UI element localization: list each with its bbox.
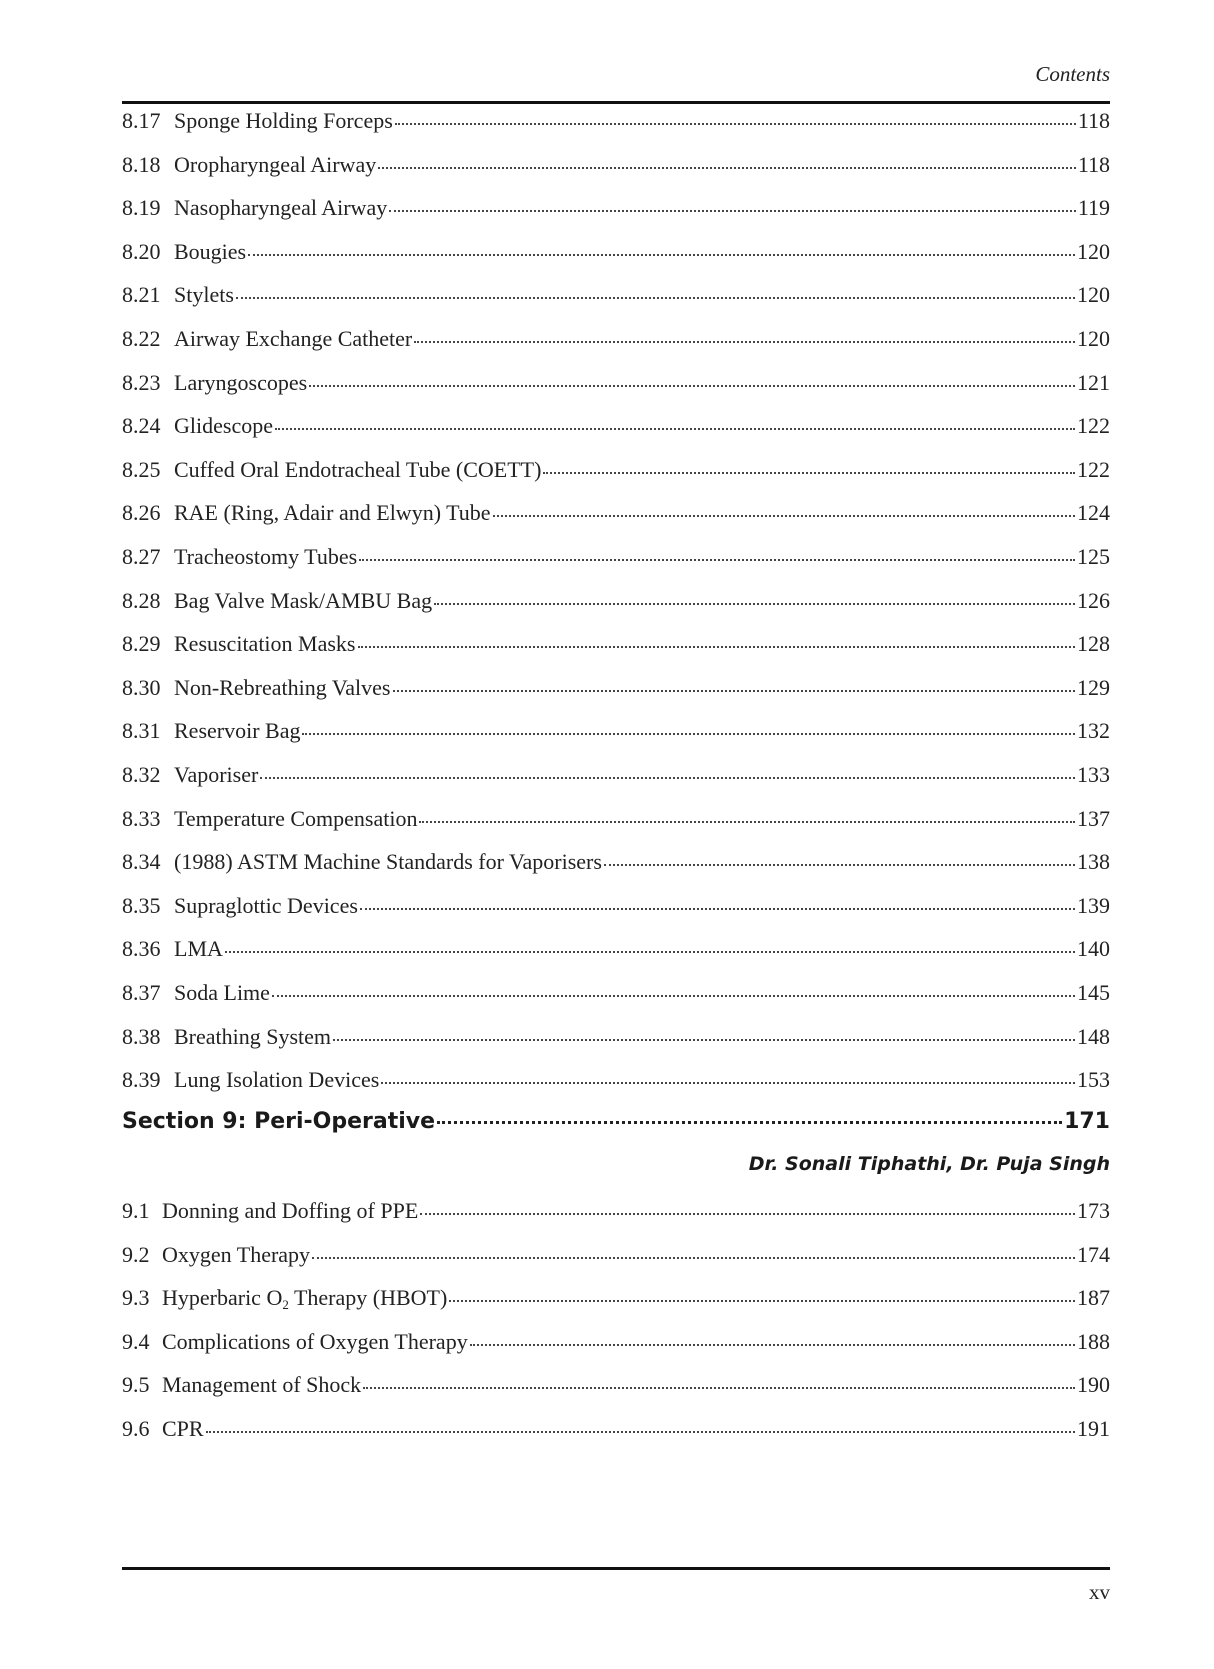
entry-title-part: Hyperbaric O xyxy=(162,1285,283,1311)
page-number: xv xyxy=(1089,1580,1110,1604)
entry-page: 139 xyxy=(1077,892,1110,918)
footer-rule xyxy=(122,1567,1110,1570)
entry-page: 126 xyxy=(1077,587,1110,613)
dot-leader xyxy=(414,340,1075,343)
entry-number: 9.4 xyxy=(122,1328,150,1354)
dot-leader xyxy=(260,776,1075,779)
entry-title: Reservoir Bag xyxy=(174,718,301,744)
entry-number: 8.19 xyxy=(122,195,161,221)
dot-leader xyxy=(420,1212,1075,1215)
entry-number: 8.29 xyxy=(122,631,161,657)
dot-leader xyxy=(302,732,1075,735)
entry-number: 9.3 xyxy=(122,1285,150,1311)
section-heading xyxy=(122,1109,1110,1145)
entry-page: 124 xyxy=(1077,500,1110,526)
toc-entry xyxy=(122,1416,1110,1450)
entry-title: (1988) ASTM Machine Standards for Vaporisers xyxy=(174,849,602,875)
entry-number: 8.23 xyxy=(122,369,161,395)
toc-entry xyxy=(122,675,1110,709)
entry-number: 8.35 xyxy=(122,892,161,918)
toc-entry xyxy=(122,980,1110,1014)
dot-leader xyxy=(236,296,1075,299)
dot-leader xyxy=(434,602,1075,605)
entry-number: 9.2 xyxy=(122,1241,150,1267)
dot-leader xyxy=(393,689,1076,692)
entry-page: 120 xyxy=(1077,282,1110,308)
entry-number: 8.18 xyxy=(122,151,161,177)
entry-page: 153 xyxy=(1077,1067,1110,1093)
dot-leader xyxy=(419,820,1075,823)
section-page: 171 xyxy=(1064,1109,1110,1134)
entry-page: 122 xyxy=(1077,413,1110,439)
entry-number: 8.20 xyxy=(122,238,161,264)
entry-page: 187 xyxy=(1077,1285,1110,1311)
entry-page: 140 xyxy=(1077,936,1110,962)
dot-leader xyxy=(359,558,1075,561)
entry-title: Glidescope xyxy=(174,413,273,439)
entry-number: 8.22 xyxy=(122,326,161,351)
entry-page: 145 xyxy=(1077,980,1110,1005)
dot-leader xyxy=(437,1120,1062,1124)
entry-title: Cuffed Oral Endotracheal Tube (COETT) xyxy=(174,456,542,482)
entry-title: Oxygen Therapy xyxy=(162,1241,311,1267)
dot-leader xyxy=(206,1430,1075,1433)
entry-page: 129 xyxy=(1077,674,1110,700)
dot-leader xyxy=(275,427,1075,430)
toc-entry xyxy=(122,588,1110,622)
entry-title: RAE (Ring, Adair and Elwyn) Tube xyxy=(174,500,491,526)
toc-entry xyxy=(122,1242,1110,1276)
section-authors: Dr. Sonali Tiphathi, Dr. Puja Singh xyxy=(748,1153,1110,1175)
dot-leader xyxy=(363,1386,1075,1389)
entry-number: 9.5 xyxy=(122,1372,150,1398)
entry-page: 174 xyxy=(1077,1241,1110,1267)
toc-entry xyxy=(122,893,1110,927)
dot-leader xyxy=(470,1343,1075,1346)
entry-title: Breathing System xyxy=(174,1023,332,1049)
entry-number: 8.24 xyxy=(122,413,161,439)
entry-page: 138 xyxy=(1077,849,1110,875)
toc-entry xyxy=(122,239,1110,273)
entry-page: 118 xyxy=(1077,108,1110,133)
entry-number: 8.26 xyxy=(122,500,161,526)
toc-entry xyxy=(122,457,1110,491)
entry-title-part: Therapy (HBOT) xyxy=(288,1285,448,1311)
entry-title: Vaporiser xyxy=(174,762,259,787)
toc-entry xyxy=(122,1285,1110,1319)
entry-page: 122 xyxy=(1077,456,1110,482)
dot-leader xyxy=(543,471,1075,474)
toc-entry xyxy=(122,1329,1110,1363)
dot-leader xyxy=(309,384,1075,387)
dot-leader xyxy=(395,122,1076,125)
toc-entry xyxy=(122,500,1110,534)
entry-number: 8.32 xyxy=(122,762,161,787)
header-rule xyxy=(122,101,1110,104)
toc-entry xyxy=(122,195,1110,229)
toc-entry xyxy=(122,152,1110,186)
entry-number: 8.21 xyxy=(122,282,161,308)
entry-number: 8.36 xyxy=(122,936,161,962)
toc-entry xyxy=(122,282,1110,316)
entry-number: 8.33 xyxy=(122,805,161,831)
entry-title: Temperature Compensation xyxy=(174,805,418,831)
entry-page: 191 xyxy=(1077,1416,1110,1441)
entry-page: 128 xyxy=(1077,631,1110,657)
entry-title: CPR xyxy=(162,1416,204,1441)
entry-page: 132 xyxy=(1077,718,1110,744)
dot-leader xyxy=(312,1256,1075,1259)
dot-leader xyxy=(333,1038,1075,1041)
toc-entry xyxy=(122,849,1110,883)
entry-page: 120 xyxy=(1077,326,1110,351)
dot-leader xyxy=(378,166,1076,169)
entry-number: 8.31 xyxy=(122,718,161,744)
entry-page: 173 xyxy=(1077,1198,1110,1223)
entry-title: Resuscitation Masks xyxy=(174,631,356,657)
toc-entry xyxy=(122,326,1110,360)
dot-leader xyxy=(360,907,1075,910)
entry-title: Donning and Doffing of PPE xyxy=(162,1198,419,1223)
toc-entry xyxy=(122,806,1110,840)
toc-entry xyxy=(122,1024,1110,1058)
entry-title: Complications of Oxygen Therapy xyxy=(162,1328,468,1354)
entry-title: Non-Rebreathing Valves xyxy=(174,674,391,700)
entry-title: Airway Exchange Catheter xyxy=(174,326,413,351)
toc-entry xyxy=(122,631,1110,665)
entry-page: 120 xyxy=(1077,238,1110,264)
entry-title: Nasopharyngeal Airway xyxy=(174,195,388,221)
entry-title: Supraglottic Devices xyxy=(174,892,358,918)
running-head: Contents xyxy=(1035,62,1110,86)
dot-leader xyxy=(493,514,1075,517)
entry-page: 125 xyxy=(1077,544,1110,569)
entry-number: 8.37 xyxy=(122,980,161,1005)
entry-title: Lung Isolation Devices xyxy=(174,1067,380,1093)
entry-number: 8.30 xyxy=(122,674,161,700)
entry-page: 133 xyxy=(1077,762,1110,787)
entry-number: 8.34 xyxy=(122,849,161,875)
entry-title: Management of Shock xyxy=(162,1372,362,1398)
dot-leader xyxy=(381,1081,1075,1084)
entry-number: 9.6 xyxy=(122,1416,150,1441)
toc-entry xyxy=(122,544,1110,578)
entry-number: 8.17 xyxy=(122,108,161,133)
dot-leader xyxy=(358,645,1076,648)
entry-number: 8.27 xyxy=(122,544,161,569)
entry-number: 8.25 xyxy=(122,456,161,482)
entry-title: Bag Valve Mask/AMBU Bag xyxy=(174,587,433,613)
toc-entry xyxy=(122,936,1110,970)
entry-title: Oropharyngeal Airway xyxy=(174,151,377,177)
entry-title xyxy=(162,1285,447,1311)
toc-entry xyxy=(122,1198,1110,1232)
toc-entry xyxy=(122,413,1110,447)
entry-page: 137 xyxy=(1077,805,1110,831)
entry-page: 119 xyxy=(1077,195,1110,221)
entry-page: 121 xyxy=(1077,369,1110,395)
entry-title: Sponge Holding Forceps xyxy=(174,108,393,133)
section-title: Section 9: Peri-Operative xyxy=(122,1109,436,1134)
entry-number: 8.39 xyxy=(122,1067,161,1093)
entry-title: LMA xyxy=(174,936,223,962)
entry-title: Tracheostomy Tubes xyxy=(174,544,358,569)
entry-page: 188 xyxy=(1077,1328,1110,1354)
entry-number: 8.28 xyxy=(122,587,161,613)
dot-leader xyxy=(604,863,1075,866)
toc-entry xyxy=(122,1372,1110,1406)
dot-leader xyxy=(389,209,1076,212)
toc-entry xyxy=(122,1067,1110,1101)
dot-leader xyxy=(225,950,1075,953)
entry-title: Soda Lime xyxy=(174,980,270,1005)
entry-number: 8.38 xyxy=(122,1023,161,1049)
entry-title: Stylets xyxy=(174,282,234,308)
toc-entry xyxy=(122,108,1110,142)
entry-title: Bougies xyxy=(174,238,247,264)
entry-page: 148 xyxy=(1077,1023,1110,1049)
entry-page: 190 xyxy=(1077,1372,1110,1398)
entry-page: 118 xyxy=(1077,151,1110,177)
entry-title: Laryngoscopes xyxy=(174,369,308,395)
dot-leader xyxy=(449,1299,1075,1302)
toc-entry xyxy=(122,370,1110,404)
dot-leader xyxy=(248,253,1075,256)
toc-entry xyxy=(122,762,1110,796)
entry-number: 9.1 xyxy=(122,1198,150,1223)
subscript: 2 xyxy=(282,1297,289,1313)
dot-leader xyxy=(272,994,1075,997)
toc-entry xyxy=(122,718,1110,752)
